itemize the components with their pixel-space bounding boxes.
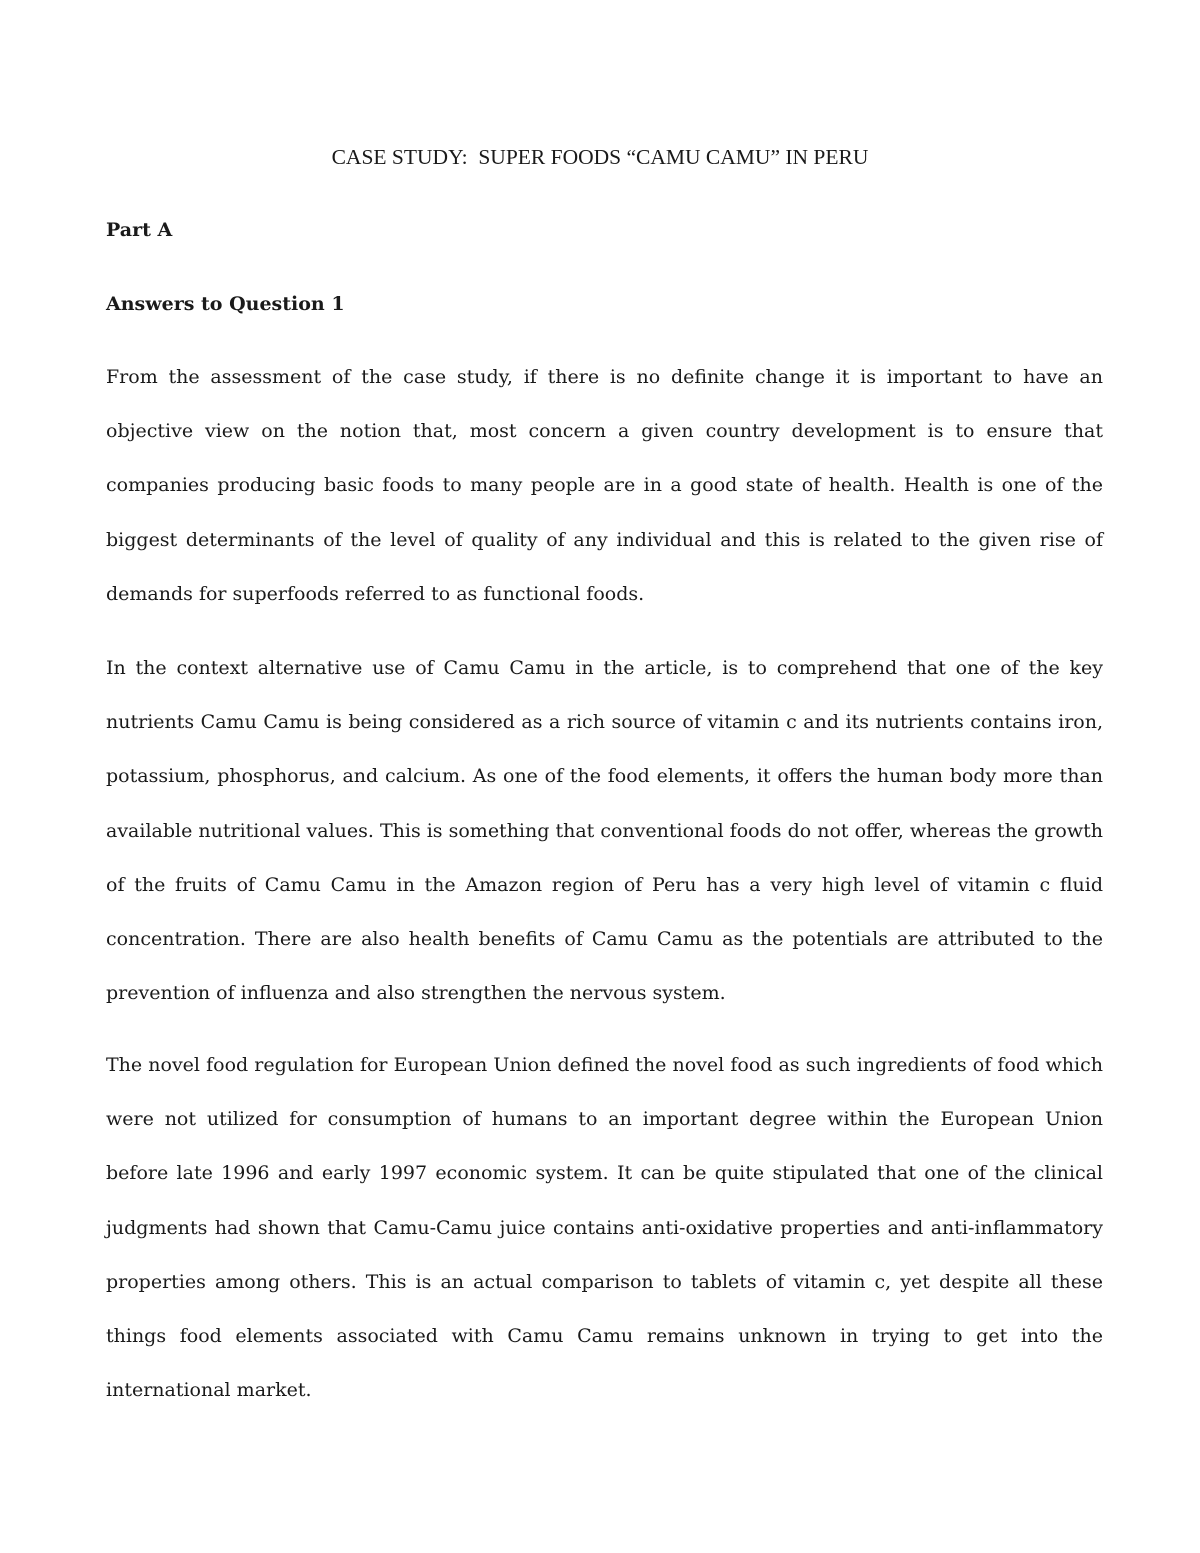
- question-heading: Answers to Question 1: [106, 293, 345, 315]
- paragraph-1: From the assessment of the case study, if there is no definite change it is important to have an objective view on the notion that, most concern a given country development is to ensure that companies producing basic foods to many people are in a good state of health. Health is one of the biggest determinants of the level of quality of any individual and this is related to the given rise of demands for superfoods referred to as functional foods.: [106, 366, 1103, 605]
- paragraph-2: In the context alternative use of Camu Camu in the article, is to comprehend that one of the key nutrients Camu Camu is being considered as a rich source of vitamin c and its nutrients contains iron, potassium, phosphorus, and calcium. As one of the food elements, it offers the human body more than available nutritional values. This is something that conventional foods do not offer, whereas the growth of the fruits of Camu Camu in the Amazon region of Peru has a very high level of vitamin c fluid concentration. There are also health benefits of Camu Camu as the potentials are attributed to the prevention of influenza and also strengthen the nervous system.: [106, 657, 1103, 1005]
- part-heading: Part A: [106, 219, 173, 241]
- paragraph-3: The novel food regulation for European Union defined the novel food as such ingredients of food which were not utilized for consumption of humans to an important degree within the European Union before late 1996 and early 1997 economic system. It can be quite stipulated that one of the clinical judgments had shown that Camu-Camu juice contains anti-oxidative properties and anti-inflammatory properties among others. This is an actual comparison to tablets of vitamin c, yet despite all these things food elements associated with Camu Camu remains unknown in trying to get into the international market.: [106, 1054, 1103, 1402]
- document-title: CASE STUDY: SUPER FOODS “CAMU CAMU” IN PERU: [331, 145, 869, 169]
